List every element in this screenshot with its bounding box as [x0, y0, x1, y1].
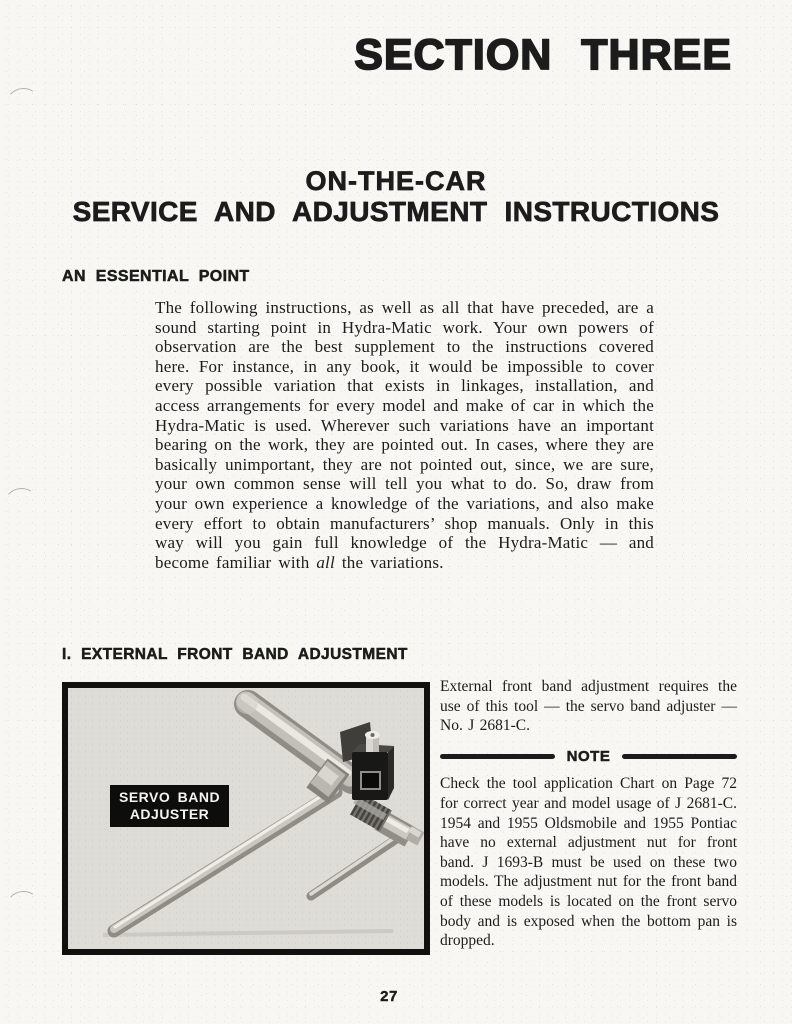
title-line-1: ON-THE-CAR: [305, 166, 487, 196]
note-paragraph: Check the tool application Chart on Page 72 for correct year and model usage of J 2681-C. 1954 and 1955 Oldsmobile and 1955 Pontiac have no external adjustment nut for front band. J 1693-B must be used on these two models. The adjustment nut for the front band of these models is located on the front servo body and is exposed when the bottom pan is dropped.: [440, 775, 737, 950]
essential-point-heading: AN ESSENTIAL POINT: [62, 268, 250, 285]
note-label: NOTE: [566, 747, 611, 765]
paragraph-text: The following instructions, as well as all that have preceded, are a sound starting point in Hydra-Matic work. Your own powers of observation are the best supplement to the instructions covered here. For instance, in any book, it would be impossible to cover every possible variation that exists in linkages, installation, and access arrangements for every model and make of car in which the Hydra-Matic is used. Wherever such variations have an important bearing on the work, they are pointed out. In cases, where they are basically unimportant, they are not pointed out, since, we are sure, your own common sense will tell you what to do. So, draw from your own experience a knowledge of the variations, and also make every effort to obtain manufacturers’ shop manuals. Only in this way will you gain full knowledge of the Hydra-Matic — and become familiar with: [155, 298, 654, 572]
intro-paragraph: External front band adjustment requires the use of this tool — the servo band adjuster — No. J 2681-C.: [440, 678, 737, 735]
servo-band-adjuster-figure: [62, 682, 430, 955]
page-number: 27: [380, 988, 398, 1005]
dial-gauge: [352, 744, 394, 800]
short-rod: [311, 836, 398, 896]
tool-photo: [68, 688, 424, 949]
paragraph-text: the variations.: [334, 552, 444, 572]
figure-label-line-1: SERVO BAND: [119, 789, 221, 805]
band-adjustment-text: [440, 677, 737, 951]
punch-hole-mark: [3, 486, 39, 518]
figure-label: [110, 785, 229, 827]
note-rule-right: [622, 754, 737, 759]
punch-hole-mark: [5, 86, 41, 118]
gauge-knob: [365, 731, 380, 752]
knurled-gear: [355, 800, 386, 821]
section-banner: SECTION THREE: [354, 31, 732, 79]
title-line-2: SERVICE AND ADJUSTMENT INSTRUCTIONS: [72, 196, 720, 227]
collar: [317, 770, 339, 789]
punch-hole-mark: [5, 889, 41, 921]
figure-label-line-2: ADJUSTER: [129, 805, 210, 822]
band-adjustment-heading: I. EXTERNAL FRONT BAND ADJUSTMENT: [62, 646, 408, 663]
note-rule-left: [440, 754, 555, 759]
page-title: [0, 166, 792, 228]
shadow-line: [103, 931, 393, 935]
essential-point-paragraph: [155, 298, 654, 572]
italic-word: all: [316, 552, 335, 572]
note-divider: [440, 747, 737, 767]
